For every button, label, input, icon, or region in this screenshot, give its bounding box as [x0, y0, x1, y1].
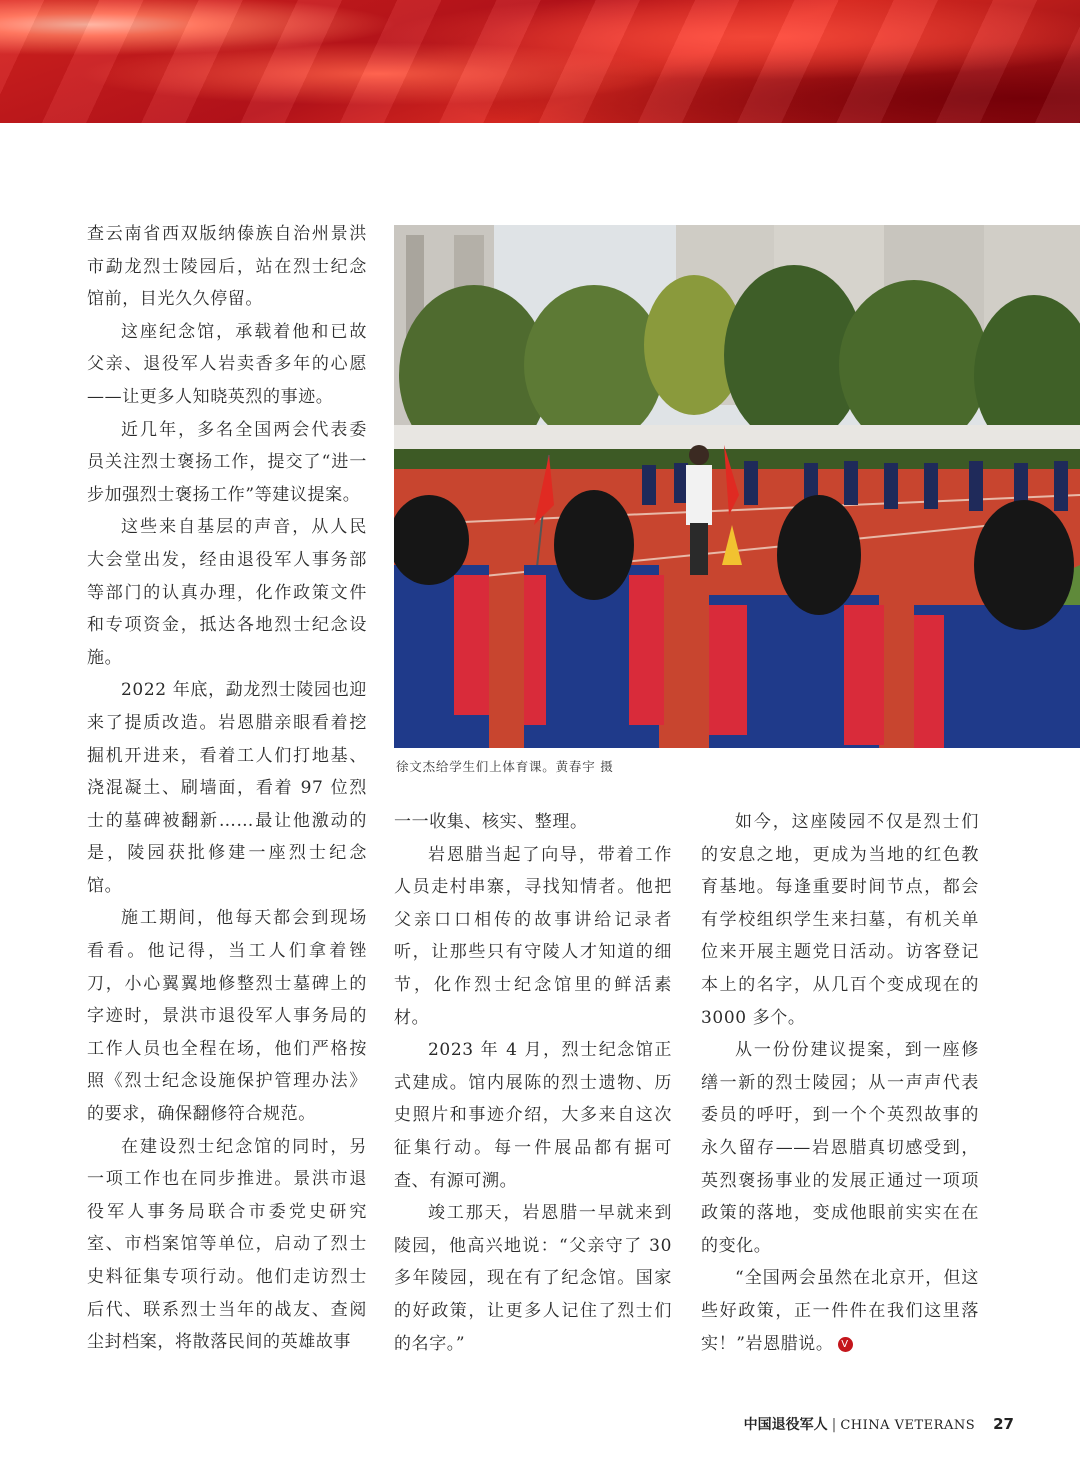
photo-pe-class: [394, 225, 1080, 748]
paragraph-text: “全国两会虽然在北京开，但这些好政策，正一件件在我们这里落实！”岩恩腊说。: [701, 1268, 979, 1354]
paragraph: 施工期间，他每天都会到现场看看。他记得，当工人们拿着锉刀，小心翼翼地修整烈士墓碑上的字迹时，景洪市退役军人事务局的工作人员也全程在场，他们严格按照《烈士纪念设施保护管理办法》的要求，确保翻修符合规范。: [87, 908, 367, 1125]
text-column-1: [87, 218, 367, 1359]
page-number: 27: [993, 1415, 1014, 1433]
photo-caption: 徐文杰给学生们上体育课。黄春宇 摄: [396, 759, 614, 774]
paragraph: 竣工那天，岩恩腊一早就来到陵园，他高兴地说：“父亲守了 30 多年陵园，现在有了纪念馆。国家的好政策，让更多人记住了烈士们的名字。”: [394, 1203, 672, 1354]
magazine-name-cn: 中国退役军人: [743, 1417, 828, 1433]
paragraph: 这座纪念馆，承载着他和已故父亲、退役军人岩卖香多年的心愿——让更多人知晓英烈的事迹。: [87, 321, 367, 407]
red-flag-banner: [0, 0, 1080, 123]
paragraph: 如今，这座陵园不仅是烈士们的安息之地，更成为当地的红色教育基地。每逢重要时间节点，都会有学校组织学生来扫墓，有机关单位来开展主题党日活动。访客登记本上的名字，从几百个变成现在的 3000 多个。: [701, 812, 979, 1028]
footer-separator: |: [831, 1417, 837, 1433]
paragraph: 2023 年 4 月，烈士纪念馆正式建成。馆内展陈的烈士遗物、历史照片和事迹介绍，大多来自这次征集行动。每一件展品都有据可查、有源可溯。: [394, 1040, 672, 1191]
page-footer: [744, 1414, 1014, 1434]
article-end-icon: V: [838, 1337, 853, 1352]
magazine-name-en: CHINA VETERANS: [840, 1418, 976, 1433]
paragraph: 从一份份建议提案，到一座修缮一新的烈士陵园；从一声声代表委员的呼吁，到一个个英烈故事的永久留存——岩恩腊真切感受到，英烈褒扬事业的发展正通过一项项政策的落地，变成他眼前实实在在的变化。: [701, 1040, 979, 1256]
paragraph: 近几年，多名全国两会代表委员关注烈士褒扬工作，提交了“进一步加强烈士褒扬工作”等建议提案。: [87, 419, 367, 505]
paragraph: 查云南省西双版纳傣族自治州景洪市勐龙烈士陵园后，站在烈士纪念馆前，目光久久停留。: [87, 224, 367, 310]
paragraph: 一一收集、核实、整理。: [394, 812, 588, 832]
paragraph: 在建设烈士纪念馆的同时，另一项工作也在同步推进。景洪市退役军人事务局联合市委党史研究室、市档案馆等单位，启动了烈士史料征集专项行动。他们走访烈士后代、联系烈士当年的战友、查阅尘封档案，将散落民间的英雄故事: [87, 1136, 367, 1353]
text-column-2: [394, 806, 672, 1360]
paragraph: [701, 1262, 979, 1360]
paragraph: 这些来自基层的声音，从人民大会堂出发，经由退役军人事务部等部门的认真办理，化作政策文件和专项资金，抵达各地烈士纪念设施。: [87, 517, 367, 668]
paragraph: 2022 年底，勐龙烈士陵园也迎来了提质改造。岩恩腊亲眼看着挖掘机开进来，看着工人们打地基、浇混凝土、刷墙面，看着 97 位烈士的墓碑被翻新……最让他激动的是，陵园获批修建一座烈士纪念馆。: [87, 680, 367, 896]
text-column-3: [701, 806, 979, 1360]
paragraph: 岩恩腊当起了向导，带着工作人员走村串寨，寻找知情者。他把父亲口口相传的故事讲给记录者听，让那些只有守陵人才知道的细节，化作烈士纪念馆里的鲜活素材。: [394, 844, 672, 1028]
